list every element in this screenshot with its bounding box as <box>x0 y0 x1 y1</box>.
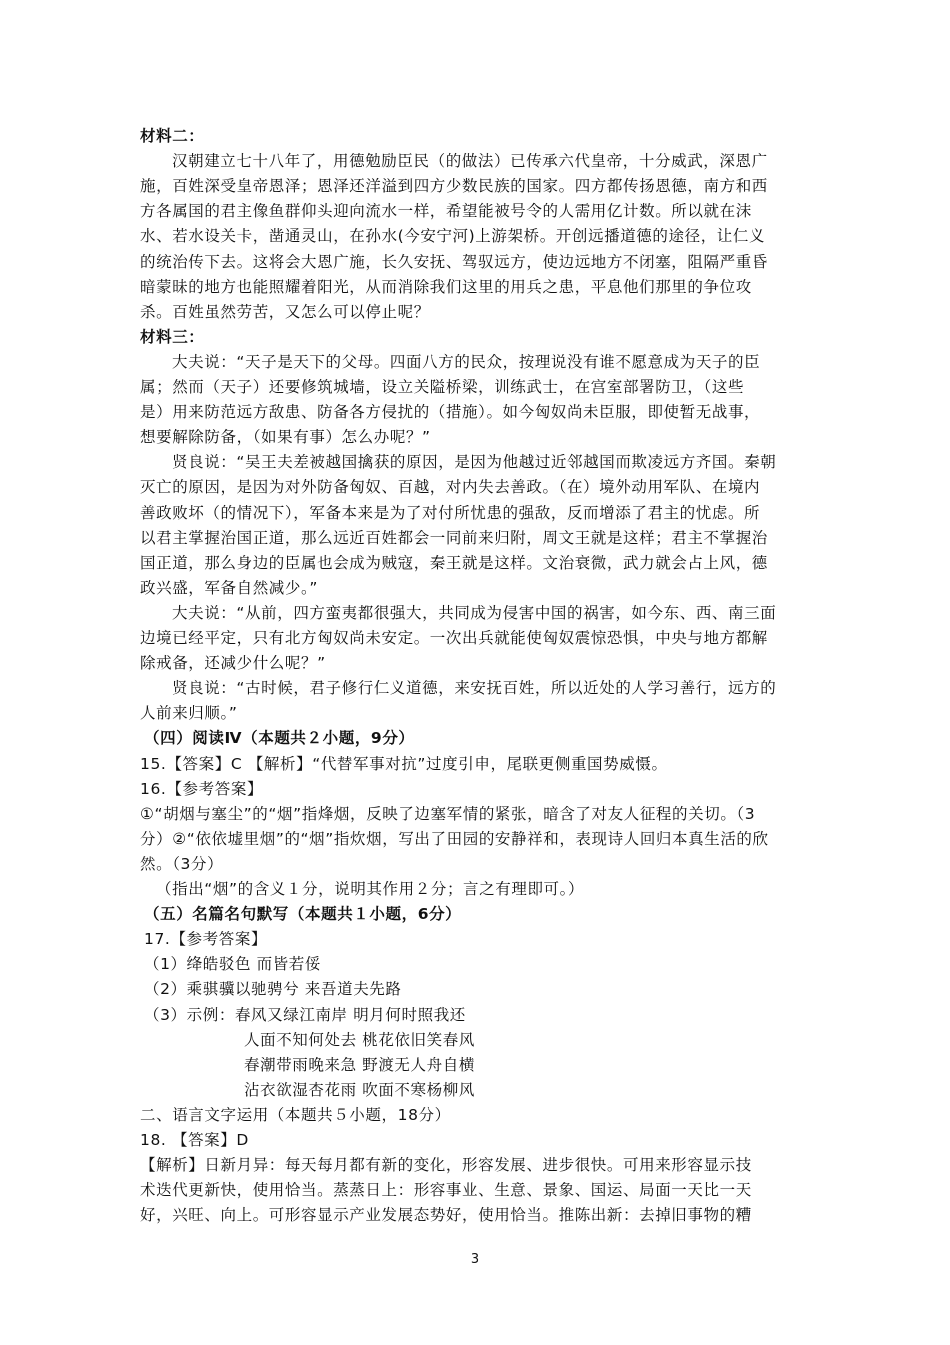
text-line: 术迭代更新快，使用恰当。蒸蒸日上：形容事业、生意、景象、国运、局面一天比一天 <box>140 1181 752 1200</box>
text-line: （指出“烟”的含义１分，说明其作用２分；言之有理即可。） <box>156 880 585 898</box>
text-line: 二、语言文字运用（本题共５小题，18分） <box>140 1105 451 1124</box>
text-line: 17.【参考答案】 <box>144 930 268 949</box>
text-line: 大夫说：“从前，四方蛮夷都很强大，共同成为侵害中国的祸害，如今东、西、南三面 <box>172 603 777 622</box>
section-heading: 材料三： <box>140 327 205 346</box>
text-line: 灭亡的原因，是因为对外防备匈奴、百越，对内失去善政。（在）境外动用军队、在境内 <box>140 478 761 497</box>
text-line: 暗蒙昧的地方也能照耀着阳光，从而消除我们这里的用兵之患，平息他们那里的争位攻 <box>140 277 752 296</box>
text-line: 属；然而（天子）还要修筑城墙，设立关隘桥梁，训练武士，在宫室部署防卫，（这些 <box>140 378 745 396</box>
text-line: 方各属国的君主像鱼群仰头迎向流水一样，希望能被号令的人需用亿计数。所以就在沫 <box>140 202 752 221</box>
text-line: 杀。百姓虽然劳苦，又怎么可以停止呢？ <box>140 302 430 321</box>
text-line: 除戒备，还减少什么呢？” <box>140 654 326 673</box>
text-line: 想要解除防备，（如果有事）怎么办呢？” <box>140 428 431 447</box>
text-line: 是）用来防范远方敌患、防备各方侵扰的（措施）。如今匈奴尚未臣服，即使暂无战事， <box>140 403 761 422</box>
text-line: 的统治传下去。这将会大恩广施，长久安抚、驾驭远方，使边远地方不闭塞，阻隔严重昏 <box>140 252 768 271</box>
section-heading: （五）名篇名句默写（本题共１小题，6分） <box>144 905 462 924</box>
text-line: 政兴盛，军备自然减少。” <box>140 578 318 597</box>
text-line: 贤良说：“吴王夫差被越国擒获的原因，是因为他越过近邻越国而欺凌远方齐国。秦朝 <box>172 453 777 472</box>
text-line: 贤良说：“古时候，君子修行仁义道德，来安抚百姓，所以近处的人学习善行，远方的 <box>172 679 777 698</box>
section-heading: （四）阅读Ⅳ（本题共２小题，9分） <box>144 729 415 748</box>
text-line: （3）示例：春风又绿江南岸 明月何时照我还 <box>144 1005 466 1024</box>
text-line: （2）乘骐骥以驰骋兮 来吾道夫先路 <box>144 980 402 999</box>
text-line: 国正道，那么身边的臣属也会成为贼寇，秦王就是这样。文治衰微，武力就会占上风，德 <box>140 553 768 572</box>
text-line: 汉朝建立七十八年了，用德勉励臣民（的做法）已传承六代皇帝，十分威武，深恩广 <box>172 152 768 171</box>
text-line: 15.【答案】C 【解析】“代替军事对抗”过度引申，尾联更侧重国势威慑。 <box>140 754 668 773</box>
text-line: 以君主掌握治国正道，那么远近百姓都会一同前来归附，周文王就是这样；君主不掌握治 <box>140 528 768 547</box>
section-heading: 材料二： <box>140 127 205 145</box>
text-line: （1）绛皓驳色 而皆若俀 <box>144 955 321 974</box>
page-number: 3 <box>470 1252 480 1267</box>
text-line: 施，百姓深受皇帝恩泽；恩泽还洋溢到四方少数民族的国家。四方都传扬恩德，南方和西 <box>140 177 768 196</box>
text-line: 水、若水设关卡，凿通灵山，在孙水(今安宁河)上游架桥。开创远播道德的途径，让仁义 <box>140 227 766 246</box>
text-line: 好，兴旺、向上。可形容显示产业发展态势好，使用恰当。推陈出新：去掉旧事物的糟 <box>140 1206 752 1225</box>
text-line: 人前来归顺。” <box>140 704 238 723</box>
text-line: 16.【参考答案】 <box>140 779 264 798</box>
text-line: 然。（3分） <box>140 854 224 873</box>
text-line: 【解析】日新月异：每天每月都有新的变化，形容发展、进步很快。可用来形容显示技 <box>140 1156 752 1175</box>
text-line: 善政败坏（的情况下），军备本来是为了对付所忧患的强敌，反而增添了君主的忧虑。所 <box>140 503 761 522</box>
text-line: 沾衣欲湿杏花雨 吹面不寒杨柳风 <box>244 1080 475 1099</box>
text-line: ①“胡烟与塞尘”的“烟”指烽烟，反映了边塞军情的紧张，暗含了对友人征程的关切。（3 <box>140 804 756 823</box>
text-line: 分）②“依依墟里烟”的“烟”指炊烟，写出了田园的安静祥和，表现诗人回归本真生活的欣 <box>140 829 769 848</box>
text-line: 大夫说：“天子是天下的父母。四面八方的民众，按理说没有谁不愿意成为天子的臣 <box>172 352 761 371</box>
text-line: 边境已经平定，只有北方匈奴尚未安定。一次出兵就能使匈奴震惊恐惧，中央与地方都解 <box>140 629 768 647</box>
text-line: 春潮带雨晚来急 野渡无人舟自横 <box>244 1055 475 1074</box>
text-line: 18. 【答案】D <box>140 1131 249 1149</box>
text-line: 人面不知何处去 桃花依旧笑春风 <box>244 1030 475 1049</box>
